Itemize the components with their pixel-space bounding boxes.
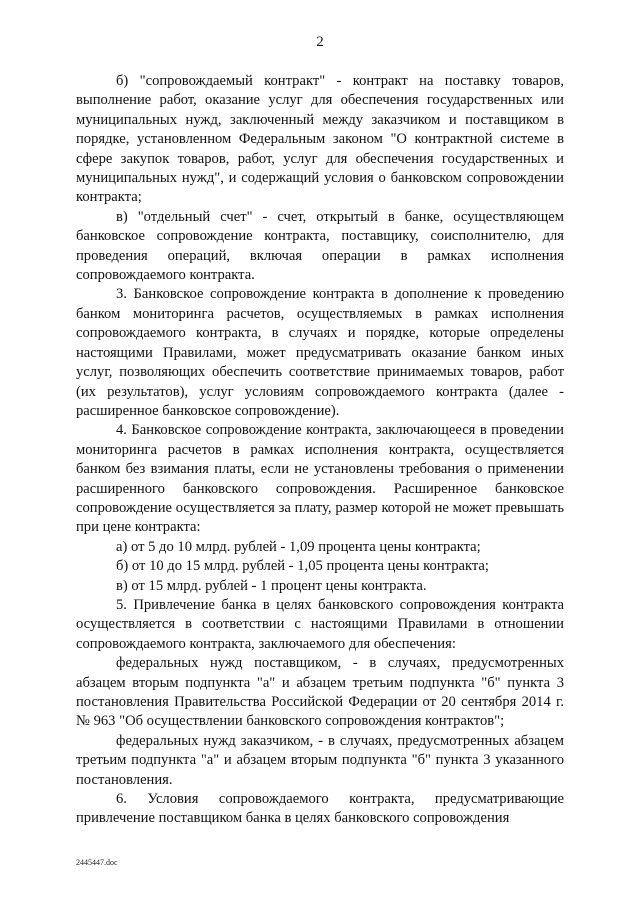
paragraph-3: 3. Банковское сопровождение контракта в дополнение к проведению банком мониторинга расчетов, осуществляемых в рамках исполнения сопровождаемого контракта, в случаях и порядке, которые определены настоящими Правилами, может предусматривать оказание банком иных услуг, позволяющих обеспечить соответствие принимаемых товаров, работ (их результатов), услуг условиям сопровождаемого контракта (далее - расширенное банковское сопровождение). [76, 286, 564, 419]
document-body [76, 72, 564, 829]
paragraph-6: 6. Условия сопровождаемого контракта, предусматривающие привлечение поставщиком банка в целях банковского сопровождения [76, 791, 564, 827]
document-filename: 2445447.doc [76, 858, 118, 867]
paragraph-5-supplier: федеральных нужд поставщиком, - в случаях, предусмотренных абзацем вторым подпункта "а" и абзацем третьим подпункта "б" пункта 3 постановления Правительства Российской Федерации от 20 сентября 2014 г. № 963 "Об осуществлении банковского сопровождения контрактов"; [76, 655, 564, 730]
paragraph-definition-b: б) "сопровождаемый контракт" - контракт на поставку товаров, выполнение работ, оказание услуг для обеспечения государственных или муниципальных нужд, заключенный между заказчиком и поставщиком в порядке, установленном Федеральным законом "О контрактной системе в сфере закупок товаров, работ, услуг для обеспечения государственных и муниципальных нужд", и содержащий условия о банковском сопровождении контракта; [76, 73, 564, 206]
paragraph-5-customer: федеральных нужд заказчиком, - в случаях, предусмотренных абзацем третьим подпункта "а" и абзацем вторым подпункта "б" пункта 3 указанного постановления. [76, 732, 564, 788]
paragraph-4: 4. Банковское сопровождение контракта, заключающееся в проведении мониторинга расчетов в рамках исполнения контракта, осуществляется банком без взимания платы, если не установлены требования о применении расширенного банковского сопровождения. Расширенное банковское сопровождение осуществляется за плату, размер которой не может превышать при цене контракта: [76, 422, 564, 536]
paragraph-5: 5. Привлечение банка в целях банковского сопровождения контракта осуществляется в соответствии с настоящими Правилами в отношении сопровождаемого контракта, заключаемого для обеспечения: [76, 596, 564, 652]
fee-item-b: б) от 10 до 15 млрд. рублей - 1,05 процента цены контракта; [116, 558, 489, 575]
fee-item-v: в) от 15 млрд. рублей - 1 процент цены контракта. [116, 577, 427, 594]
page-number: 2 [316, 34, 324, 50]
paragraph-definition-v: в) "отдельный счет" - счет, открытый в банке, осуществляющем банковское сопровождение контракта, поставщику, соисполнителю, для проведения операций, включая операции в рамках исполнения сопровождаемого контракта. [76, 208, 564, 284]
fee-item-a: а) от 5 до 10 млрд. рублей - 1,09 процента цены контракта; [116, 538, 481, 555]
